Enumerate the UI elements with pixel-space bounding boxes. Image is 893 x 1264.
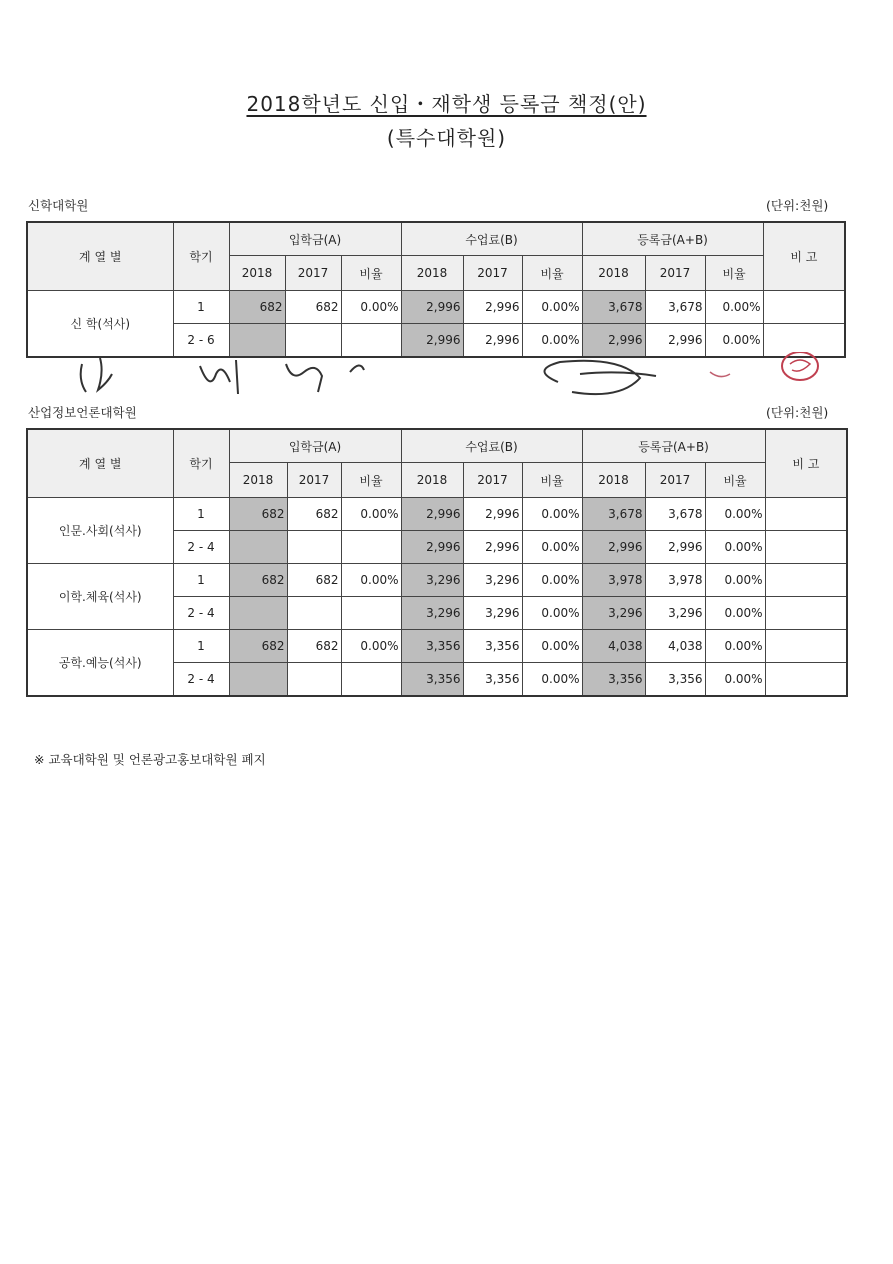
value-cell (229, 531, 287, 564)
value-cell: 682 (285, 291, 341, 324)
value-cell: 3,978 (582, 564, 645, 597)
year-header: 2017 (645, 463, 705, 498)
section-name: 신학대학원 (28, 198, 89, 213)
year-header: 2018 (229, 256, 285, 291)
value-cell: 3,356 (645, 663, 705, 697)
admission-header: 입학금(A) (229, 429, 401, 463)
total-header: 등록금(A+B) (582, 429, 765, 463)
value-cell: 3,296 (401, 564, 463, 597)
tuition-header: 수업료(B) (401, 222, 582, 256)
value-cell: 682 (229, 564, 287, 597)
remarks-header: 비 고 (763, 222, 845, 291)
ratio-header: 비율 (522, 256, 582, 291)
ratio-cell: 0.00% (522, 498, 582, 531)
value-cell: 3,356 (401, 663, 463, 697)
year-header: 2018 (582, 463, 645, 498)
admission-header: 입학금(A) (229, 222, 401, 256)
ratio-cell: 0.00% (341, 291, 401, 324)
ratio-cell: 0.00% (522, 564, 582, 597)
value-cell: 3,678 (645, 498, 705, 531)
document-subtitle: (특수대학원) (386, 126, 507, 150)
semester-cell: 1 (173, 498, 229, 531)
remarks-cell (765, 498, 847, 531)
value-cell: 2,996 (401, 498, 463, 531)
remarks-cell (765, 531, 847, 564)
ratio-cell (341, 663, 401, 697)
year-header: 2017 (463, 463, 522, 498)
ratio-cell: 0.00% (705, 324, 763, 358)
ratio-cell: 0.00% (341, 564, 401, 597)
table-row (27, 630, 847, 663)
value-cell: 4,038 (582, 630, 645, 663)
remarks-cell (765, 663, 847, 697)
tuition-table-theology (26, 221, 846, 358)
value-cell: 3,296 (645, 597, 705, 630)
total-header: 등록금(A+B) (582, 222, 763, 256)
value-cell (287, 663, 341, 697)
value-cell: 2,996 (645, 324, 705, 358)
remarks-cell (765, 630, 847, 663)
ratio-cell: 0.00% (341, 498, 401, 531)
value-cell: 4,038 (645, 630, 705, 663)
remarks-cell (765, 597, 847, 630)
value-cell: 3,356 (463, 663, 522, 697)
unit-label: (단위:천원) (766, 198, 829, 213)
tuition-table-industrial (26, 428, 848, 697)
ratio-cell: 0.00% (705, 498, 765, 531)
year-header: 2018 (229, 463, 287, 498)
ratio-header: 비율 (341, 463, 401, 498)
field-cell: 공학.예능(석사) (27, 630, 173, 697)
semester-cell: 2 - 4 (173, 531, 229, 564)
remarks-cell (763, 291, 845, 324)
unit-label: (단위:천원) (766, 405, 829, 420)
ratio-header: 비율 (705, 256, 763, 291)
field-cell: 인문.사회(석사) (27, 498, 173, 564)
ratio-cell: 0.00% (522, 630, 582, 663)
ratio-cell: 0.00% (705, 630, 765, 663)
value-cell: 682 (287, 498, 341, 531)
year-header: 2017 (645, 256, 705, 291)
ratio-cell: 0.00% (705, 531, 765, 564)
value-cell: 3,678 (582, 291, 645, 324)
year-header: 2018 (401, 463, 463, 498)
table-row (27, 291, 845, 324)
ratio-cell: 0.00% (522, 597, 582, 630)
semester-header: 학기 (173, 429, 229, 498)
ratio-cell (341, 531, 401, 564)
ratio-cell: 0.00% (522, 531, 582, 564)
ratio-header: 비율 (522, 463, 582, 498)
ratio-cell: 0.00% (705, 291, 763, 324)
ratio-cell: 0.00% (341, 630, 401, 663)
ratio-cell: 0.00% (522, 324, 582, 358)
value-cell: 2,996 (463, 498, 522, 531)
value-cell: 682 (287, 630, 341, 663)
field-header: 계 열 별 (27, 429, 173, 498)
ratio-header: 비율 (705, 463, 765, 498)
value-cell: 3,678 (582, 498, 645, 531)
signature-scribble (60, 352, 840, 412)
value-cell (229, 597, 287, 630)
value-cell: 2,996 (582, 324, 645, 358)
value-cell: 3,296 (582, 597, 645, 630)
field-cell: 신 학(석사) (27, 291, 173, 358)
value-cell: 2,996 (582, 531, 645, 564)
ratio-cell: 0.00% (705, 564, 765, 597)
ratio-cell: 0.00% (705, 597, 765, 630)
value-cell: 3,356 (582, 663, 645, 697)
value-cell: 682 (229, 498, 287, 531)
year-header: 2018 (582, 256, 645, 291)
semester-cell: 2 - 6 (173, 324, 229, 358)
value-cell: 3,356 (463, 630, 522, 663)
document-title: 2018학년도 신입・재학생 등록금 책정(안) (246, 92, 647, 116)
value-cell (229, 663, 287, 697)
value-cell: 3,296 (401, 597, 463, 630)
value-cell: 3,296 (463, 597, 522, 630)
value-cell (287, 597, 341, 630)
year-header: 2017 (463, 256, 522, 291)
remarks-cell (765, 564, 847, 597)
ratio-cell: 0.00% (705, 663, 765, 697)
value-cell: 3,678 (645, 291, 705, 324)
ratio-header: 비율 (341, 256, 401, 291)
value-cell: 2,996 (401, 531, 463, 564)
semester-cell: 2 - 4 (173, 597, 229, 630)
ratio-cell: 0.00% (522, 291, 582, 324)
value-cell: 682 (229, 291, 285, 324)
ratio-cell: 0.00% (522, 663, 582, 697)
tuition-header: 수업료(B) (401, 429, 582, 463)
field-cell: 이학.체육(석사) (27, 564, 173, 630)
value-cell: 3,356 (401, 630, 463, 663)
value-cell: 2,996 (463, 291, 522, 324)
semester-header: 학기 (173, 222, 229, 291)
value-cell: 682 (229, 630, 287, 663)
value-cell: 2,996 (463, 531, 522, 564)
value-cell: 2,996 (645, 531, 705, 564)
semester-cell: 2 - 4 (173, 663, 229, 697)
value-cell: 3,978 (645, 564, 705, 597)
year-header: 2017 (287, 463, 341, 498)
year-header: 2017 (285, 256, 341, 291)
table-row (27, 564, 847, 597)
semester-cell: 1 (173, 291, 229, 324)
field-header: 계 열 별 (27, 222, 173, 291)
table-row (27, 498, 847, 531)
footnote: ※ 교육대학원 및 언론광고홍보대학원 폐지 (34, 752, 266, 767)
semester-cell: 1 (173, 564, 229, 597)
semester-cell: 1 (173, 630, 229, 663)
section-name: 산업정보언론대학원 (28, 405, 137, 420)
value-cell: 2,996 (463, 324, 522, 358)
year-header: 2018 (401, 256, 463, 291)
value-cell: 682 (287, 564, 341, 597)
remarks-header: 비 고 (765, 429, 847, 498)
value-cell (287, 531, 341, 564)
value-cell: 2,996 (401, 291, 463, 324)
value-cell: 3,296 (463, 564, 522, 597)
ratio-cell (341, 597, 401, 630)
value-cell: 2,996 (401, 324, 463, 358)
